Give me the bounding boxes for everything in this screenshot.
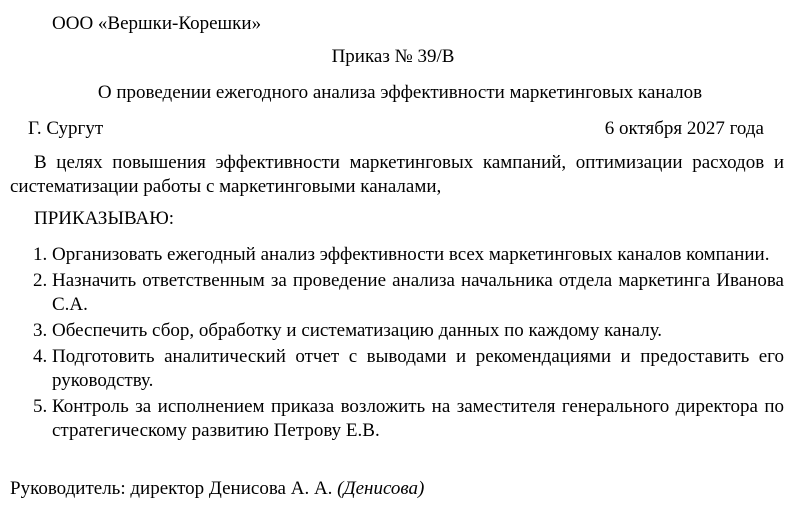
signature-line	[10, 477, 424, 501]
list-item-text: Организовать ежегодный анализ эффективности всех маркетинговых каналов компании.	[52, 244, 770, 265]
order-date: 6 октября 2027 года	[604, 118, 764, 139]
list-item	[0, 395, 784, 443]
list-item	[0, 319, 784, 343]
list-item	[0, 345, 784, 393]
order-directive-word: ПРИКАЗЫВАЮ:	[34, 208, 175, 229]
signature-name: (Денисова)	[337, 478, 425, 499]
list-item-text: Подготовить аналитический отчет с выводами и рекомендациями и предоставить его руководству.	[52, 346, 784, 391]
list-item-number: 2.	[33, 270, 48, 291]
order-preamble: В целях повышения эффективности маркетинговых кампаний, оптимизации расходов и систематизации работы с маркетинговыми каналами,	[10, 152, 784, 197]
list-item-number: 1.	[33, 244, 48, 265]
list-item-number: 3.	[33, 320, 48, 341]
list-item-number: 4.	[33, 346, 48, 367]
organization-name: ООО «Вершки-Корешки»	[52, 13, 262, 34]
list-item-number: 5.	[33, 396, 48, 417]
list-item-text: Контроль за исполнением приказа возложить на заместителя генерального директора по стратегическому развитию Петрову Е.В.	[52, 396, 784, 441]
list-item	[0, 243, 784, 267]
order-city: Г. Сургут	[28, 118, 104, 139]
list-item-text: Назначить ответственным за проведение анализа начальника отдела маркетинга Иванова С.А.	[52, 270, 784, 315]
order-subject: О проведении ежегодного анализа эффективности маркетинговых каналов	[97, 82, 703, 103]
signature-label: Руководитель: директор Денисова А. А.	[10, 478, 333, 499]
order-title: Приказ № 39/В	[331, 46, 455, 67]
order-items-list	[0, 243, 784, 445]
list-item	[0, 269, 784, 317]
list-item-text: Обеспечить сбор, обработку и систематизацию данных по каждому каналу.	[52, 320, 663, 341]
